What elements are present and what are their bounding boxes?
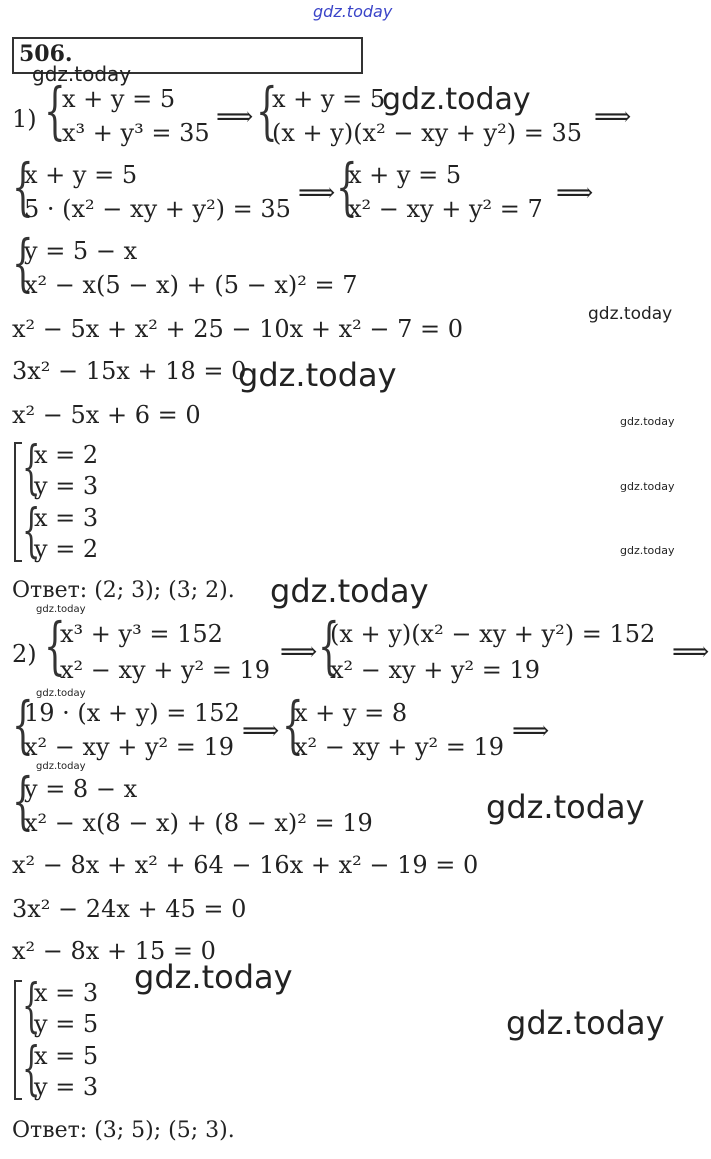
implies-arrow: ⟹: [594, 102, 632, 132]
implies-arrow: ⟹: [298, 178, 336, 208]
part2-label: 2): [12, 640, 37, 668]
watermark-top: gdz.today: [313, 2, 393, 21]
watermark: gdz.today: [620, 544, 675, 557]
equation: 3x² − 24x + 45 = 0: [12, 895, 247, 923]
equation: y = 5: [34, 1010, 99, 1038]
implies-arrow: ⟹: [556, 178, 594, 208]
implies-arrow: ⟹: [512, 716, 550, 746]
equation: 19 · (x + y) = 152: [24, 699, 240, 727]
watermark: gdz.today: [36, 761, 86, 772]
watermark: gdz.today: [36, 688, 86, 699]
brace-icon: {: [44, 609, 66, 682]
equation: x + y = 8: [294, 699, 408, 727]
watermark: gdz.today: [238, 356, 397, 394]
equation: x + y = 5: [272, 85, 386, 113]
equation: x + y = 5: [348, 161, 462, 189]
watermark: gdz.today: [270, 572, 429, 610]
implies-arrow: ⟹: [216, 102, 254, 132]
equation: x³ + y³ = 35: [62, 119, 210, 147]
equation: x² − 5x + x² + 25 − 10x + x² − 7 = 0: [12, 315, 463, 343]
equation: x = 3: [34, 504, 99, 532]
equation: x³ + y³ = 152: [60, 620, 223, 648]
equation: x² − 5x + 6 = 0: [12, 401, 201, 429]
brace-icon: {: [44, 74, 66, 147]
watermark: gdz.today: [36, 604, 86, 615]
equation: x² − xy + y² = 19: [294, 733, 505, 761]
implies-arrow: ⟹: [280, 637, 318, 667]
brace-icon: {: [282, 688, 304, 761]
equation: 5 · (x² − xy + y²) = 35: [24, 195, 291, 223]
brace-icon: {: [22, 433, 41, 501]
solution-set-bracket: [14, 980, 22, 1100]
watermark: gdz.today: [588, 304, 673, 324]
watermark: gdz.today: [134, 958, 293, 996]
implies-arrow: ⟹: [672, 637, 710, 667]
equation: x² − xy + y² = 19: [330, 656, 541, 684]
brace-icon: {: [318, 609, 340, 682]
brace-icon: {: [12, 688, 34, 761]
equation: x² − 8x + 15 = 0: [12, 937, 216, 965]
equation: x = 3: [34, 979, 99, 1007]
equation: x = 2: [34, 441, 99, 469]
part2-answer: Ответ: (3; 5); (5; 3).: [12, 1118, 235, 1143]
equation: y = 8 − x: [24, 775, 138, 803]
equation: 3x² − 15x + 18 = 0: [12, 357, 247, 385]
equation: (x + y)(x² − xy + y²) = 35: [272, 119, 582, 147]
part1-label: 1): [12, 105, 37, 133]
watermark: gdz.today: [382, 82, 531, 117]
part1-answer: Ответ: (2; 3); (3; 2).: [12, 578, 235, 603]
brace-icon: {: [22, 1034, 41, 1102]
equation: x + y = 5: [62, 85, 176, 113]
problem-number: 506.: [19, 41, 73, 67]
equation: y = 3: [34, 1073, 99, 1101]
equation: x = 5: [34, 1042, 99, 1070]
solution-set-bracket: [14, 442, 22, 562]
brace-icon: {: [22, 496, 41, 564]
equation: x² − xy + y² = 19: [60, 656, 271, 684]
watermark: gdz.today: [620, 480, 675, 493]
equation: x + y = 5: [24, 161, 138, 189]
equation: y = 2: [34, 535, 99, 563]
watermark: gdz.today: [32, 62, 132, 86]
equation: y = 5 − x: [24, 237, 138, 265]
equation: x² − x(5 − x) + (5 − x)² = 7: [24, 271, 358, 299]
brace-icon: {: [22, 971, 41, 1039]
equation: x² − 8x + x² + 64 − 16x + x² − 19 = 0: [12, 851, 479, 879]
brace-icon: {: [336, 150, 358, 223]
implies-arrow: ⟹: [242, 716, 280, 746]
brace-icon: {: [12, 226, 34, 299]
brace-icon: {: [12, 764, 34, 837]
equation: (x + y)(x² − xy + y²) = 152: [330, 620, 656, 648]
equation: x² − xy + y² = 7: [348, 195, 543, 223]
watermark: gdz.today: [506, 1004, 665, 1042]
brace-icon: {: [256, 74, 278, 147]
watermark: gdz.today: [620, 415, 675, 428]
equation: x² − x(8 − x) + (8 − x)² = 19: [24, 809, 373, 837]
brace-icon: {: [12, 150, 34, 223]
watermark: gdz.today: [486, 788, 645, 826]
equation: y = 3: [34, 472, 99, 500]
equation: x² − xy + y² = 19: [24, 733, 235, 761]
